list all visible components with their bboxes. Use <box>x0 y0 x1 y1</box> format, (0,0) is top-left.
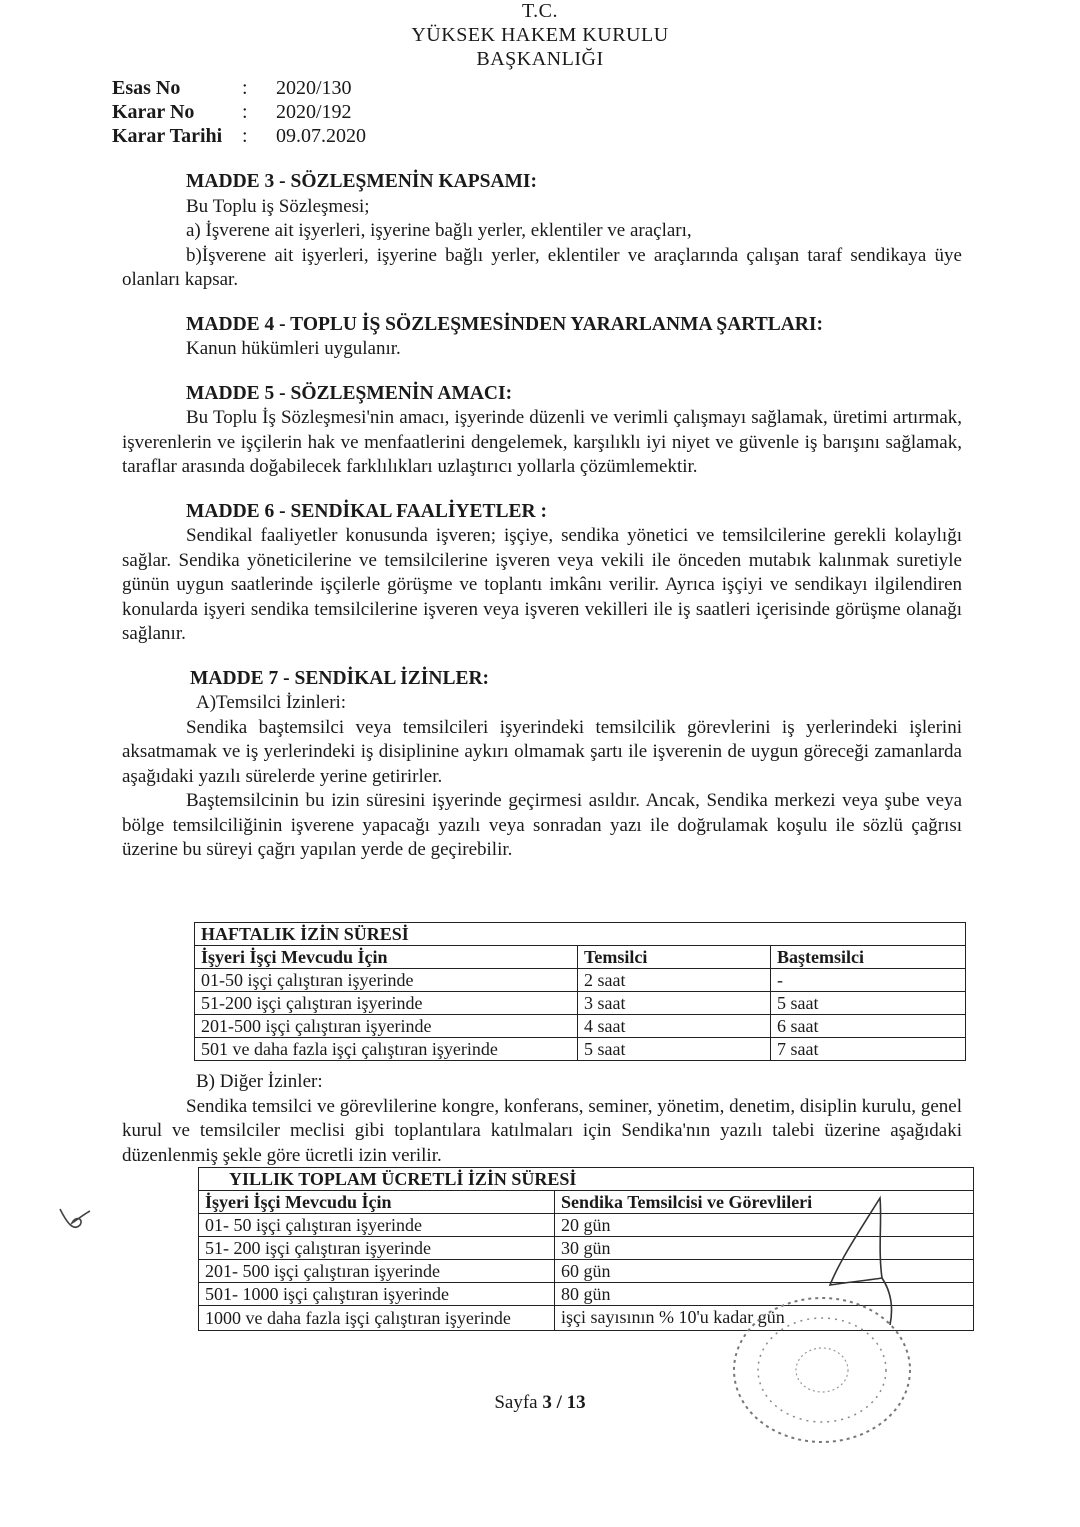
column-header: İşyeri İşçi Mevcudu İçin <box>199 1191 555 1214</box>
table-cell: 201-500 işçi çalıştıran işyerinde <box>195 1015 578 1038</box>
table-cell: 501 ve daha fazla işçi çalıştıran işyerinde <box>195 1038 578 1061</box>
article-7-heading: MADDE 7 - SENDİKAL İZİNLER: <box>190 667 490 689</box>
handwritten-mark-icon <box>58 1205 92 1235</box>
table-cell: 4 saat <box>578 1015 771 1038</box>
meta-value: 09.07.2020 <box>276 125 366 147</box>
table-cell: 51-200 işçi çalıştıran işyerinde <box>195 992 578 1015</box>
page-number: 3 / 13 <box>542 1392 586 1413</box>
table-cell: 80 gün <box>555 1283 974 1306</box>
header-tc: T.C. <box>521 0 559 22</box>
column-header: Sendika Temsilcisi ve Görevlileri <box>555 1191 974 1214</box>
table-cell: 501- 1000 işçi çalıştıran işyerinde <box>199 1283 555 1306</box>
table-cell: 01- 50 işçi çalıştıran işyerinde <box>199 1214 555 1237</box>
table-row <box>195 969 966 992</box>
meta-row-esas: Esas No : 2020/130 <box>112 77 352 99</box>
article-7-sub-b: B) Diğer İzinler: <box>196 1071 323 1092</box>
table-cell: 201- 500 işçi çalıştıran işyerinde <box>199 1260 555 1283</box>
article-3-line-1: Bu Toplu iş Sözleşmesi; <box>186 195 370 217</box>
article-6-paragraph: Sendikal faaliyetler konusunda işveren; işçiye, sendika yönetici ve temsilcilerine gerekli kolaylığı sağlar. Sendika yöneticilerine ve temsilcilerine işveren veya vekili ile önceden mutabık kalınmak suretiyle günün uygun saatlerinde işçilerle görüşme ve toplantı imkânı verilir. Ayrıca işçiyi ve sendikayı ilgilendiren konularda işyeri sendika temsilcilerine işveren veya işveren vekilleri ile iş saatleri içerisinde görüşme olanağı sağlanır. <box>122 525 962 644</box>
table-cell: 51- 200 işçi çalıştıran işyerinde <box>199 1237 555 1260</box>
article-5-heading: MADDE 5 - SÖZLEŞMENİN AMACI: <box>186 382 513 404</box>
table-cell: 60 gün <box>555 1260 974 1283</box>
article-3-line-2: a) İşverene ait işyerleri, işyerine bağlı yerler, eklentiler ve araçları, <box>186 220 692 241</box>
article-4-heading: MADDE 4 - TOPLU İŞ SÖZLEŞMESİNDEN YARARLANMA ŞARTLARI: <box>186 313 823 335</box>
article-6-heading: MADDE 6 - SENDİKAL FAALİYETLER : <box>186 500 547 522</box>
table-cell: 3 saat <box>578 992 771 1015</box>
column-header: Baştemsilci <box>771 946 966 969</box>
header-institution: YÜKSEK HAKEM KURULU <box>411 24 669 46</box>
article-7-paragraph-1: Sendika baştemsilci veya temsilcileri işyerindeki temsilcilik görevlerini iş yerlerindeki işlerini aksatmamak ve iş yerlerindeki iş disiplinine aykırı olmamak şartı ile işverenin de uygun göreceği zamanlarda aşağıdaki yazılı sürelerde yerine getirirler. <box>122 716 962 787</box>
table-cell: 6 saat <box>771 1015 966 1038</box>
article-7-part-b <box>122 1070 962 1168</box>
article-3-line-3: b)İşverene ait işyerleri, işyerine bağlı yerler, eklentiler ve araçlarında çalışan taraf sendikaya üye olanları kapsar. <box>122 244 962 290</box>
column-header: Temsilci <box>578 946 771 969</box>
table-title: YILLIK TOPLAM ÜCRETLİ İZİN SÜRESİ <box>199 1168 974 1191</box>
weekly-leave-table <box>194 922 966 1061</box>
meta-value: 2020/192 <box>276 101 352 123</box>
table-cell: 30 gün <box>555 1237 974 1260</box>
table-row <box>195 992 966 1015</box>
table-cell: 1000 ve daha fazla işçi çalıştıran işyerinde <box>199 1306 555 1331</box>
table-cell: 7 saat <box>771 1038 966 1061</box>
article-5-paragraph: Bu Toplu İş Sözleşmesi'nin amacı, işyerinde düzenli ve verimli çalışmayı sağlamak, üretimi artırmak, işverenlerin ve işçilerin hak ve menfaatlerini dengelemek, karşılıklı iyi niyet ve güvenle iş barışını sağlamak, taraflar arasında doğabilecek farklılıkları uzlaştırıcı yollarla çözümlemektir. <box>122 407 962 477</box>
table-row <box>195 1015 966 1038</box>
signature-icon <box>820 1190 910 1330</box>
table-cell: 20 gün <box>555 1214 974 1237</box>
table-row <box>195 1038 966 1061</box>
column-header: İşyeri İşçi Mevcudu İçin <box>195 946 578 969</box>
table-title: HAFTALIK İZİN SÜRESİ <box>195 923 966 946</box>
article-7-paragraph-3: Sendika temsilci ve görevlilerine kongre, konferans, seminer, yönetim, denetim, disiplin kurulu, genel kurul ve temsilciler meclisi gibi toplantılara katılmaları için Sendika'nın yazılı talebi üzerine aşağıdaki düzenlenmiş şekle göre ücretli izin verilir. <box>122 1095 962 1166</box>
table-header-row <box>195 946 966 969</box>
table-cell: 01-50 işçi çalıştıran işyerinde <box>195 969 578 992</box>
table-cell: 2 saat <box>578 969 771 992</box>
case-meta <box>112 76 366 148</box>
table-cell: 5 saat <box>771 992 966 1015</box>
meta-label: Karar Tarihi <box>112 125 223 147</box>
article-3-heading: MADDE 3 - SÖZLEŞMENİN KAPSAMI: <box>186 171 538 192</box>
table-cell: işçi sayısının % 10'u kadar gün <box>555 1306 974 1331</box>
meta-row-tarih: Karar Tarihi : 09.07.2020 <box>112 125 366 147</box>
table-cell: - <box>771 969 966 992</box>
meta-value: 2020/130 <box>276 77 352 99</box>
page-label: Sayfa <box>494 1392 538 1413</box>
header-presidency: BAŞKANLIĞI <box>476 48 604 70</box>
table-cell: 5 saat <box>578 1038 771 1061</box>
document-body <box>122 170 962 863</box>
article-7-paragraph-2: Baştemsilcinin bu izin süresini işyerinde geçirmesi asıldır. Ancak, Sendika merkezi veya şube veya bölge temsilciliğinin işverene yapacağı yazılı veya sonradan yazı ile doğrulamak koşulu ile sözlü çağrısı üzerine bu süreyi çağrı yapılan yerde de geçirebilir. <box>122 790 962 860</box>
meta-label: Karar No <box>112 101 195 123</box>
meta-row-karar: Karar No : 2020/192 <box>112 101 352 123</box>
article-4-line-1: Kanun hükümleri uygulanır. <box>186 338 401 359</box>
article-7-sub-a: A)Temsilci İzinleri: <box>196 692 347 713</box>
meta-label: Esas No <box>112 77 181 99</box>
